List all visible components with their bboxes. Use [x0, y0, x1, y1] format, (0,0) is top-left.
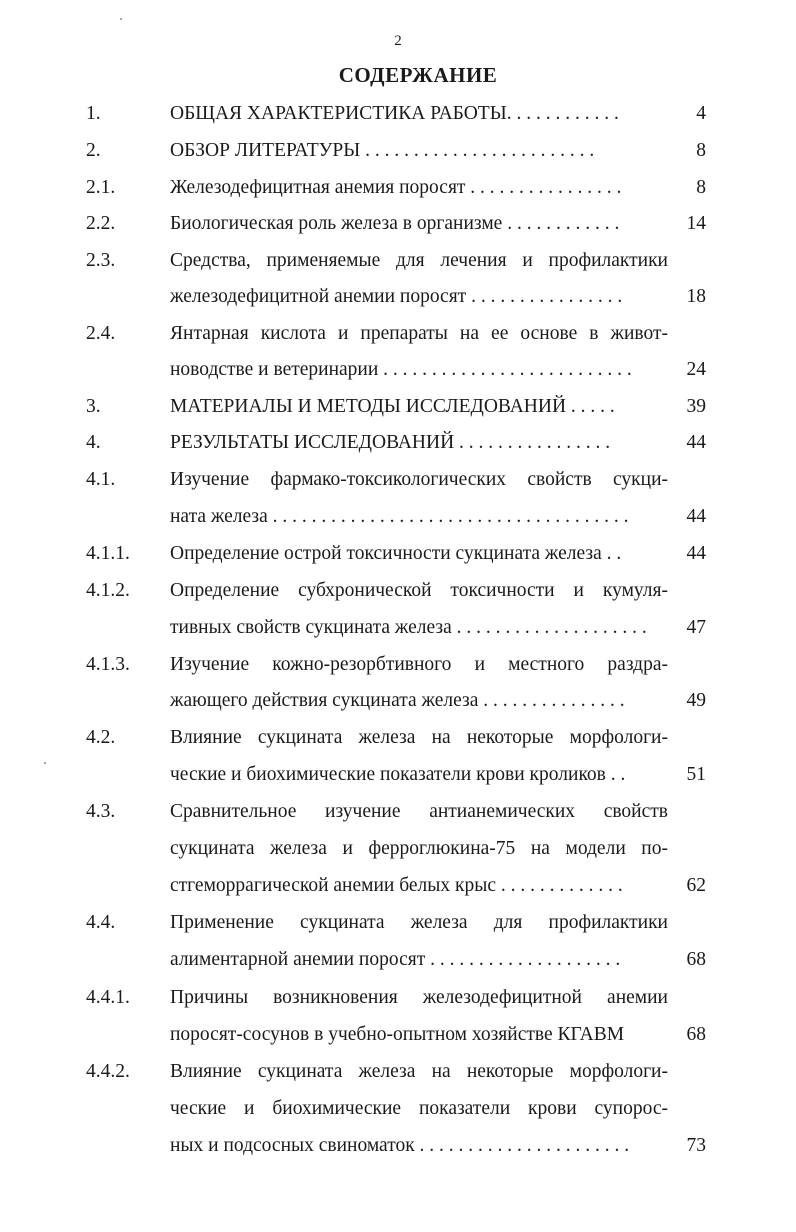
page-title: СОДЕРЖАНИЕ [338, 63, 498, 87]
section-title: ческие и биохимические показатели крови супорос- [170, 1098, 668, 1119]
section-number: 2. [86, 140, 101, 161]
toc-line [0, 1096, 796, 1122]
toc-line [0, 985, 796, 1011]
section-number: 4.1.3. [86, 654, 130, 675]
section-number: 2.3. [86, 250, 116, 271]
toc-line [0, 357, 796, 383]
section-number: 4.4. [86, 912, 116, 933]
toc-line [0, 910, 796, 936]
section-title: Причины возникновения железодефицитной анемии [170, 987, 668, 1008]
toc-line [0, 101, 796, 127]
section-number: 3. [86, 396, 101, 417]
section-title: тивных свойств сукцината железа . . . . . . . . . . . . . . . . . . . . [170, 617, 647, 638]
toc-line [0, 688, 796, 714]
toc-line [0, 799, 796, 825]
toc-line [0, 138, 796, 164]
section-title: Сравнительное изучение антианемических свойств [170, 801, 668, 822]
toc-line [0, 1022, 796, 1048]
scan-speck [44, 762, 46, 764]
section-title: МАТЕРИАЛЫ И МЕТОДЫ ИССЛЕДОВАНИЙ . . . . . [170, 396, 615, 417]
toc-line [0, 725, 796, 751]
section-title: ческие и биохимические показатели крови кроликов . . [170, 764, 626, 785]
section-number: 4.1. [86, 469, 116, 490]
page-ref: 47 [686, 617, 706, 638]
page-ref: 68 [686, 949, 706, 970]
section-title: алиментарной анемии поросят . . . . . . . . . . . . . . . . . . . . [170, 949, 621, 970]
toc-line [0, 321, 796, 347]
page-ref: 4 [696, 103, 706, 124]
section-title: жающего действия сукцината железа . . . . . . . . . . . . . . . [170, 690, 625, 711]
section-title: Влияние сукцината железа на некоторые морфологи- [170, 727, 668, 748]
toc-line [0, 541, 796, 567]
toc-line [0, 1059, 796, 1085]
toc-line [0, 211, 796, 237]
section-number: 4.1.2. [86, 580, 130, 601]
page-ref: 39 [686, 396, 706, 417]
page-number: 2 [394, 33, 402, 49]
section-number: 4.1.1. [86, 543, 130, 564]
toc-line [0, 762, 796, 788]
section-title: стгеморрагической анемии белых крыс . . . . . . . . . . . . . [170, 875, 623, 896]
section-number: 2.1. [86, 177, 116, 198]
section-title: Определение острой токсичности сукцината железа . . [170, 543, 622, 564]
page-ref: 51 [686, 764, 706, 785]
section-number: 4.4.1. [86, 987, 130, 1008]
toc-line [0, 430, 796, 456]
page-ref: 14 [686, 213, 706, 234]
section-title: сукцината железа и ферроглюкина-75 на модели по- [170, 838, 668, 859]
section-title: Железодефицитная анемия поросят . . . . . . . . . . . . . . . . [170, 177, 622, 198]
section-title: Биологическая роль железа в организме . . . . . . . . . . . . [170, 213, 620, 234]
page-ref: 44 [686, 432, 706, 453]
toc-line [0, 394, 796, 420]
section-number: 1. [86, 103, 101, 124]
toc-line [0, 248, 796, 274]
section-title: ОБЩАЯ ХАРАКТЕРИСТИКА РАБОТЫ. . . . . . . . . . . . [170, 103, 619, 124]
section-title: Изучение кожно-резорбтивного и местного раздра- [170, 654, 668, 675]
section-number: 2.2. [86, 213, 116, 234]
page-ref: 44 [686, 506, 706, 527]
toc-line [0, 504, 796, 530]
scan-speck [120, 18, 122, 20]
page-ref: 62 [686, 875, 706, 896]
section-title: Определение субхронической токсичности и кумуля- [170, 580, 668, 601]
page-ref: 18 [686, 286, 706, 307]
toc-line [0, 467, 796, 493]
toc-line [0, 836, 796, 862]
section-title: поросят-сосунов в учебно-опытном хозяйстве КГАВМ [170, 1024, 625, 1045]
toc-line [0, 947, 796, 973]
section-title: Янтарная кислота и препараты на ее основе в живот- [170, 323, 668, 344]
toc-line [0, 578, 796, 604]
section-title: железодефицитной анемии поросят . . . . . . . . . . . . . . . . [170, 286, 623, 307]
toc-line [0, 652, 796, 678]
section-title: Изучение фармако-токсикологических свойств сукци- [170, 469, 668, 490]
page-ref: 68 [686, 1024, 706, 1045]
section-title: Влияние сукцината железа на некоторые морфологи- [170, 1061, 668, 1082]
page-ref: 8 [696, 177, 706, 198]
page-ref: 44 [686, 543, 706, 564]
section-title: Средства, применяемые для лечения и профилактики [170, 250, 668, 271]
section-title: Применение сукцината железа для профилактики [170, 912, 668, 933]
section-title: новодстве и ветеринарии . . . . . . . . . . . . . . . . . . . . . . . . . . [170, 359, 632, 380]
toc-line [0, 175, 796, 201]
page-ref: 73 [686, 1135, 706, 1156]
toc-line [0, 284, 796, 310]
page-ref: 24 [686, 359, 706, 380]
section-title: ных и подсосных свиноматок . . . . . . . . . . . . . . . . . . . . . . [170, 1135, 630, 1156]
page-ref: 49 [686, 690, 706, 711]
section-number: 4.4.2. [86, 1061, 130, 1082]
toc-line [0, 615, 796, 641]
section-number: 4.2. [86, 727, 116, 748]
section-title: ОБЗОР ЛИТЕРАТУРЫ . . . . . . . . . . . . . . . . . . . . . . . . [170, 140, 595, 161]
toc-line [0, 873, 796, 899]
section-title: РЕЗУЛЬТАТЫ ИССЛЕДОВАНИЙ . . . . . . . . . . . . . . . . [170, 432, 611, 453]
section-number: 4.3. [86, 801, 116, 822]
section-title: ната железа . . . . . . . . . . . . . . . . . . . . . . . . . . . . . . . . . . . . . [170, 506, 629, 527]
toc-line [0, 1133, 796, 1159]
page-ref: 8 [696, 140, 706, 161]
section-number: 2.4. [86, 323, 116, 344]
section-number: 4. [86, 432, 101, 453]
